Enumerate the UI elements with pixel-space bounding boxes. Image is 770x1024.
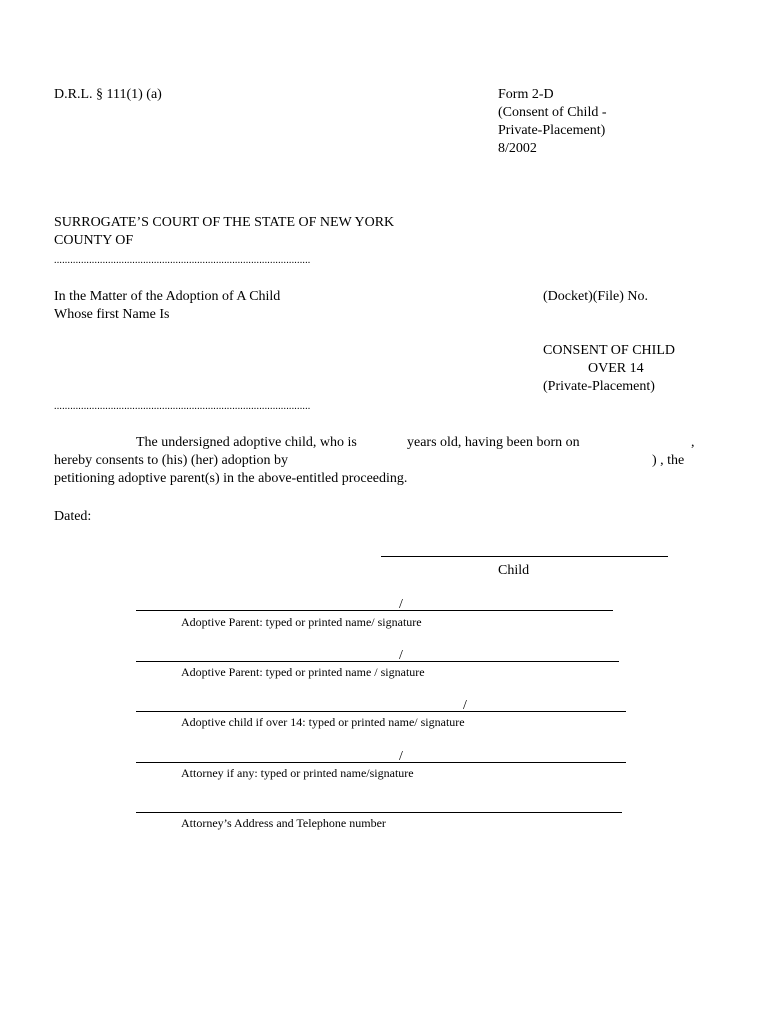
adoptive-child-label: Adoptive child if over 14: typed or printed name/ signature: [181, 715, 465, 729]
form-subtitle-1: (Consent of Child -: [498, 105, 607, 120]
form-date: 8/2002: [498, 141, 537, 156]
dated-label: Dated:: [54, 509, 92, 524]
document-title-1: CONSENT OF CHILD: [543, 343, 675, 358]
caption-dotted-line: ...............................................................................................: [54, 401, 311, 412]
county-label: COUNTY OF: [54, 233, 134, 248]
signature-separator: /: [399, 648, 403, 663]
document-title-2: OVER 14: [588, 361, 644, 376]
adoptive-parent-2-label: Adoptive Parent: typed or printed name / signature: [181, 665, 425, 679]
body-text-1a: The undersigned adoptive child, who is: [136, 435, 357, 450]
signature-separator: /: [399, 597, 403, 612]
form-number: Form 2-D: [498, 87, 554, 102]
docket-number-label: (Docket)(File) No.: [543, 289, 648, 304]
child-signature-line[interactable]: [381, 556, 668, 557]
attorney-signature-line[interactable]: [136, 762, 626, 763]
county-dotted-line: ...............................................................................................: [54, 255, 311, 266]
body-text-3: petitioning adoptive parent(s) in the above-entitled proceeding.: [54, 471, 408, 486]
body-text-1c: ,: [691, 435, 695, 450]
attorney-label: Attorney if any: typed or printed name/signature: [181, 766, 414, 780]
attorney-address-line[interactable]: [136, 812, 622, 813]
body-text-1b: years old, having been born on: [407, 435, 580, 450]
statute-reference: D.R.L. § 111(1) (a): [54, 87, 162, 102]
matter-line-2: Whose first Name Is: [54, 307, 170, 322]
adoptive-parent-1-label: Adoptive Parent: typed or printed name/ signature: [181, 615, 422, 629]
adoptive-parent-2-signature-line[interactable]: [136, 661, 619, 662]
attorney-address-label: Attorney’s Address and Telephone number: [181, 816, 386, 830]
document-title-3: (Private-Placement): [543, 379, 655, 394]
adoptive-child-signature-line[interactable]: [136, 711, 626, 712]
body-text-2a: hereby consents to (his) (her) adoption by: [54, 453, 289, 468]
child-label: Child: [498, 563, 530, 578]
signature-separator: /: [399, 749, 403, 764]
form-subtitle-2: Private-Placement): [498, 123, 606, 138]
adoptive-parent-1-signature-line[interactable]: [136, 610, 613, 611]
matter-line-1: In the Matter of the Adoption of A Child: [54, 289, 281, 304]
signature-separator: /: [463, 698, 467, 713]
body-text-2b: ) , the: [652, 453, 685, 468]
court-name: SURROGATE’S COURT OF THE STATE OF NEW YORK: [54, 215, 395, 230]
